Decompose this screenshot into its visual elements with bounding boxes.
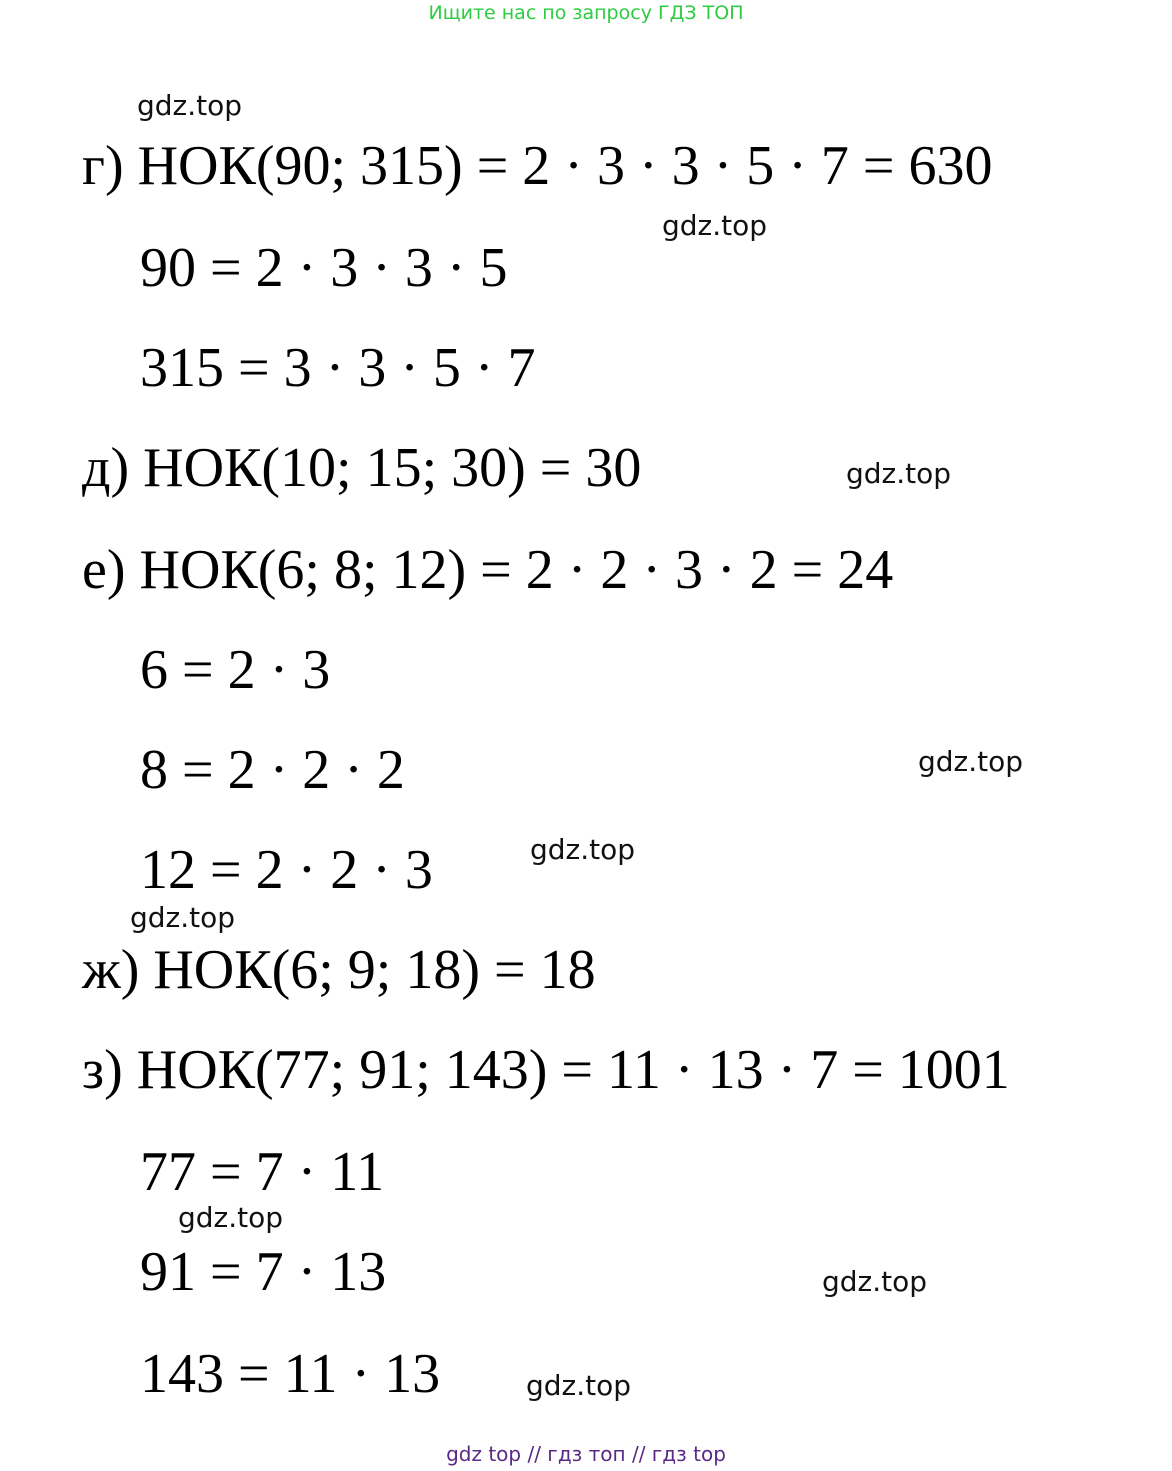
watermark: gdz.top <box>178 1201 284 1234</box>
task-g-heading: г) НОК(90; 315) = 2 · 3 · 3 · 5 · 7 = 630 <box>82 135 993 197</box>
task-g-factorization-315: 315 = 3 · 3 · 5 · 7 <box>140 337 536 399</box>
task-z-factorization-143: 143 = 11 · 13 <box>140 1343 441 1405</box>
task-e-heading: е) НОК(6; 8; 12) = 2 · 2 · 3 · 2 = 24 <box>82 539 894 601</box>
footer-links: gdz top // гдз топ // гдз top <box>446 1442 726 1466</box>
task-g-factorization-90: 90 = 2 · 3 · 3 · 5 <box>140 237 508 299</box>
task-zh-heading: ж) НОК(6; 9; 18) = 18 <box>82 939 596 1001</box>
watermark: gdz.top <box>530 833 636 866</box>
watermark: gdz.top <box>846 457 952 490</box>
task-z-factorization-91: 91 = 7 · 13 <box>140 1241 387 1303</box>
task-d-heading: д) НОК(10; 15; 30) = 30 <box>82 437 642 499</box>
task-e-factorization-6: 6 = 2 · 3 <box>140 639 331 701</box>
top-banner: Ищите нас по запросу ГДЗ ТОП <box>428 2 744 24</box>
task-e-factorization-12: 12 = 2 · 2 · 3 <box>140 839 433 901</box>
watermark: gdz.top <box>137 89 243 122</box>
task-e-factorization-8: 8 = 2 · 2 · 2 <box>140 739 405 801</box>
task-z-heading: з) НОК(77; 91; 143) = 11 · 13 · 7 = 1001 <box>82 1039 1010 1101</box>
task-z-factorization-77: 77 = 7 · 11 <box>140 1141 385 1203</box>
watermark: gdz.top <box>918 745 1024 778</box>
watermark: gdz.top <box>662 209 768 242</box>
watermark: gdz.top <box>526 1369 632 1402</box>
watermark: gdz.top <box>130 901 236 934</box>
watermark: gdz.top <box>822 1265 928 1298</box>
